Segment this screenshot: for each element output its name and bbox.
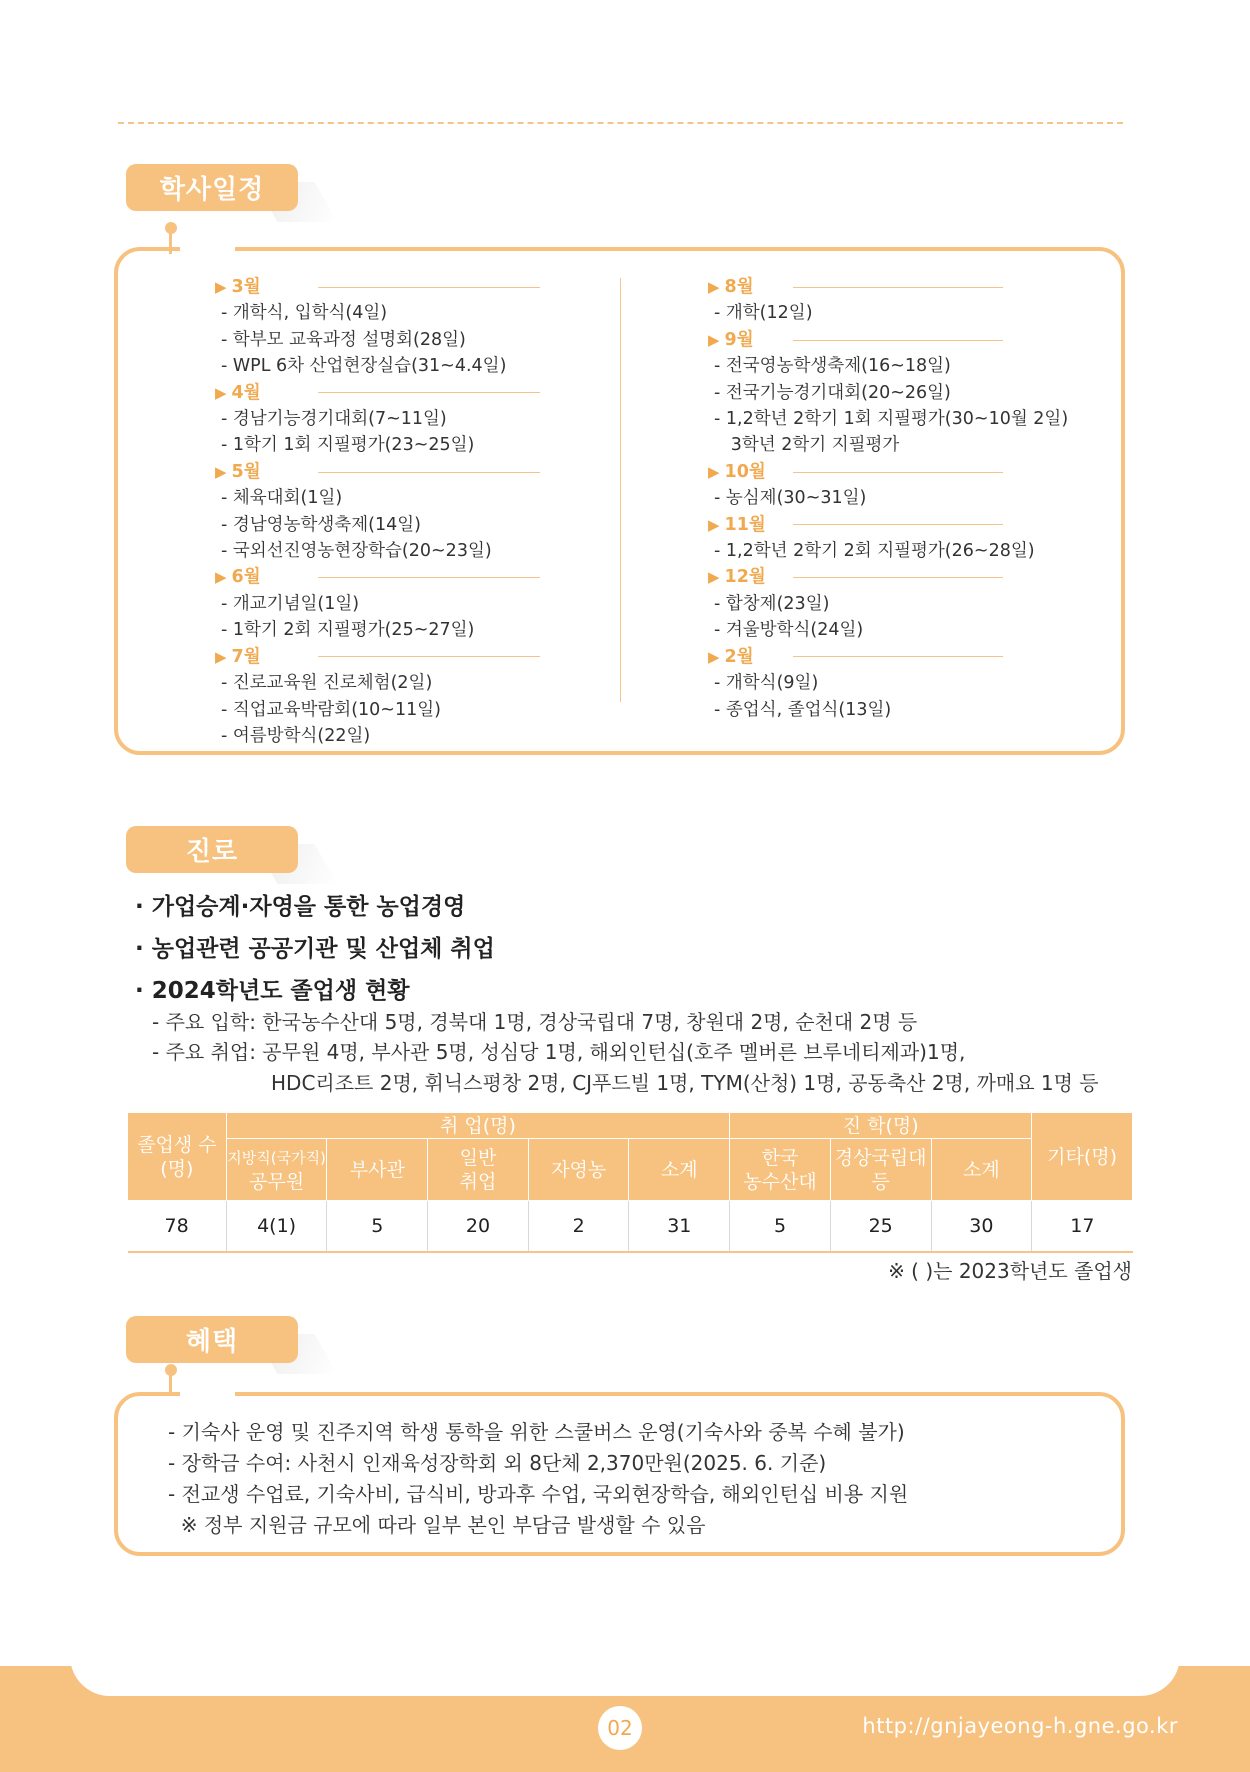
schedule-column-divider [620,278,621,702]
schedule-pin-dot [165,222,177,234]
triangle-icon: ▶ [708,330,720,349]
schedule-month [215,644,540,670]
schedule-event: - 개학식, 입학식(4일) [221,303,388,324]
career-bullet-3: · 2024학년도 졸업생 현황 [135,978,410,1004]
schedule-month [708,327,1003,353]
month-rule [318,287,540,288]
benefit-pin-dot [165,1364,177,1376]
th-civil: 지방직(국가직) 공무원 [226,1139,327,1201]
month-rule [793,524,1003,525]
schedule-month [215,564,540,590]
triangle-icon: ▶ [708,515,720,534]
month-rule [793,656,1003,657]
schedule-month [708,644,1003,670]
benefit-item-1: - 기숙사 운영 및 진주지역 학생 통학을 위한 스쿨버스 운영(기숙사와 중복 수혜 불가) [168,1420,905,1444]
schedule-event: - 경남영농학생축제(14일) [221,514,421,535]
schedule-month-label: 11월 [724,514,766,535]
th-advance: 진 학(명) [730,1113,1032,1139]
schedule-month [708,564,1003,590]
schedule-event: - 종업식, 졸업식(13일) [714,699,892,720]
schedule-event: - 1학기 2회 지필평가(25~27일) [221,620,475,641]
schedule-month-label: 8월 [724,277,754,297]
month-rule [318,577,540,578]
th-other: 기타(명) [1032,1113,1133,1201]
schedule-month-label: 2월 [724,646,754,667]
schedule-month-label: 7월 [231,646,261,667]
month-rule [318,472,540,473]
triangle-icon: ▶ [708,278,720,296]
th-korea-univ: 한국 농수산대 [730,1139,831,1201]
schedule-month-label: 9월 [724,329,754,350]
benefit-item-3: - 전교생 수업료, 기숙사비, 급식비, 방과후 수업, 국외현장학습, 해외인턴십 비용 지원 [168,1482,909,1506]
schedule-month-label: 6월 [231,567,261,588]
schedule-event: - 겨울방학식(24일) [714,620,864,641]
cell-graduates: 78 [128,1201,227,1253]
benefit-item-2: - 장학금 수여: 사천시 인재육성장학회 외 8단체 2,370만원(2025. 6. 기준) [168,1451,827,1475]
cell-gnu: 25 [830,1201,931,1253]
month-rule [318,656,540,657]
career-employment-1: - 주요 취업: 공무원 4명, 부사관 5명, 성심당 1명, 해외인턴십(호주 멜버른 브루네티제과)1명, [152,1040,966,1064]
th-graduates: 졸업생 수 (명) [128,1113,227,1201]
school-url[interactable]: http://gnjayeong-h.gne.go.kr [862,1714,1178,1738]
career-employment-2: HDC리조트 2명, 휘닉스평창 2명, CJ푸드빌 1명, TYM(산청) 1명, 공동축산 2명, 까매요 1명 등 [271,1071,1099,1095]
schedule-event: - 체육대회(1일) [221,488,343,509]
triangle-icon: ▶ [215,568,227,587]
cell-selffarm: 2 [528,1201,629,1253]
month-rule [793,577,1003,578]
schedule-heading: 학사일정 [126,164,298,211]
schedule-event: - 직업교육박람회(10~11일) [221,699,441,720]
graduate-table [127,1112,1133,1253]
schedule-event: - 1,2학년 2학기 1회 지필평가(30~10월 2일) [714,409,1069,430]
triangle-icon: ▶ [215,462,227,481]
schedule-event: - 농심제(30~31일) [714,488,867,509]
schedule-event: 3학년 2학기 지필평가 [714,435,900,456]
schedule-month [708,459,1003,485]
schedule-month [215,274,540,300]
career-heading: 진로 [126,826,298,873]
career-bullet-1: · 가업승계·자영을 통한 농업경영 [135,894,466,920]
month-rule [793,287,1003,288]
page-number: 02 [598,1706,642,1750]
schedule-month-label: 12월 [724,567,766,588]
schedule-event: - 합창제(23일) [714,593,830,614]
schedule-event: - WPL 6차 산업현장실습(31~4.4일) [221,356,507,377]
th-employment: 취 업(명) [226,1113,729,1139]
schedule-event: - 학부모 교육과정 설명회(28일) [221,329,466,350]
schedule-event: - 개교기념일(1일) [221,593,360,614]
th-subtotal-advance: 소계 [931,1139,1032,1201]
schedule-month-label: 5월 [231,461,261,482]
schedule-right-column [708,274,1069,723]
th-general: 일반 취업 [428,1139,529,1201]
th-subtotal-employment: 소계 [629,1139,730,1201]
triangle-icon: ▶ [215,383,227,402]
triangle-icon: ▶ [708,568,720,587]
schedule-month-label: 4월 [231,382,261,403]
schedule-event: - 전국영농학생축제(16~18일) [714,356,951,377]
cell-subtotal-employment: 31 [629,1201,730,1253]
top-divider [118,122,1123,124]
triangle-icon: ▶ [708,462,720,481]
cell-civil: 4(1) [226,1201,327,1253]
schedule-month [215,459,540,485]
schedule-month [708,274,1003,300]
schedule-month-label: 3월 [231,277,261,297]
schedule-event: - 개학식(9일) [714,673,819,694]
schedule-event: - 국외선진영농현장학습(20~23일) [221,541,492,562]
schedule-event: - 1,2학년 2학기 2회 지필평가(26~28일) [714,541,1035,562]
triangle-icon: ▶ [215,647,227,666]
career-bullet-2: · 농업관련 공공기관 및 산업체 취업 [135,936,495,962]
month-rule [793,472,1003,473]
month-rule [318,392,540,393]
th-selffarm: 자영농 [528,1139,629,1201]
career-admission: - 주요 입학: 한국농수산대 5명, 경북대 1명, 경상국립대 7명, 창원대 2명, 순천대 2명 등 [152,1010,918,1034]
schedule-event: - 1학기 1회 지필평가(23~25일) [221,435,475,456]
cell-general: 20 [428,1201,529,1253]
th-gnu: 경상국립대 등 [830,1139,931,1201]
schedule-event: - 개학(12일) [714,303,813,324]
month-rule [793,340,1003,341]
table-note: ※ ( )는 2023학년도 졸업생 [888,1259,1132,1283]
schedule-month [708,512,1003,538]
schedule-left-column [215,274,540,749]
table-row [128,1201,1133,1253]
cell-nco: 5 [327,1201,428,1253]
triangle-icon: ▶ [708,647,720,666]
schedule-event: - 전국기능경기대회(20~26일) [714,382,951,403]
triangle-icon: ▶ [215,278,227,296]
benefit-heading: 혜택 [126,1316,298,1363]
schedule-month-label: 10월 [724,461,766,482]
schedule-event: - 여름방학식(22일) [221,725,371,746]
schedule-month [215,380,540,406]
cell-subtotal-advance: 30 [931,1201,1032,1253]
th-nco: 부사관 [327,1139,428,1201]
schedule-event: - 진로교육원 진로체험(2일) [221,673,433,694]
cell-other: 17 [1032,1201,1133,1253]
schedule-event: - 경남기능경기대회(7~11일) [221,409,447,430]
cell-korea-univ: 5 [730,1201,831,1253]
benefit-item-4: ※ 정부 지원금 규모에 따라 일부 본인 부담금 발생할 수 있음 [168,1513,706,1537]
